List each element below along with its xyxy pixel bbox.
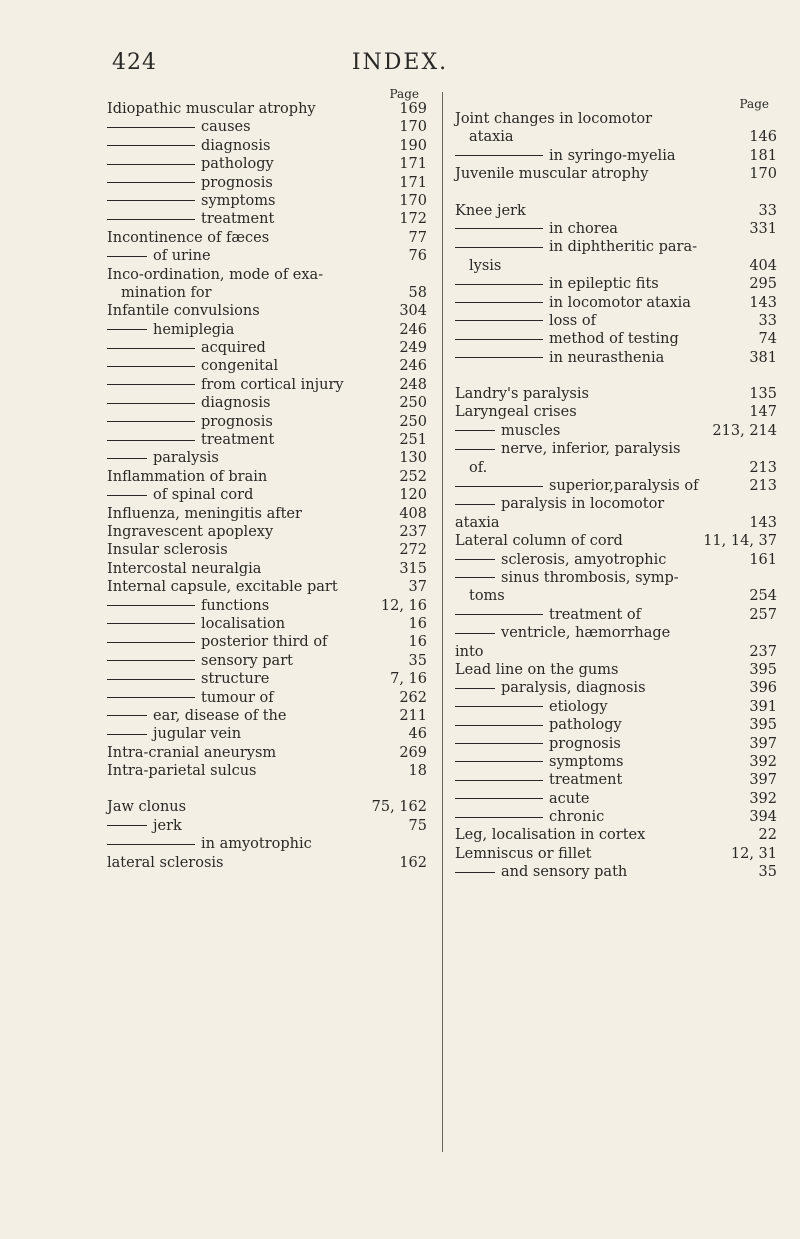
index-entry (455, 220, 777, 238)
index-entry (107, 468, 427, 486)
index-entry (455, 385, 777, 403)
index-entry (107, 652, 427, 670)
ditto-dash (455, 247, 543, 248)
index-entry (107, 431, 427, 449)
index-entry (455, 735, 777, 753)
entry-term: Inco-ordination, mode of exa- (107, 266, 324, 283)
entry-page: 395 (749, 661, 777, 678)
index-entry (107, 689, 427, 707)
index-entry (455, 679, 777, 697)
index-entry (455, 606, 777, 624)
ditto-dash (107, 256, 147, 257)
entry-term: Intra-cranial aneurysm (107, 744, 277, 761)
index-entry (455, 257, 777, 275)
entry-page: 33 (758, 312, 777, 329)
entry-term: Infantile convulsions (107, 303, 260, 320)
entry-term: treatment (201, 211, 275, 228)
index-column-right (455, 98, 777, 882)
entry-page: 246 (399, 321, 427, 338)
index-entry (107, 339, 427, 357)
ditto-dash (107, 605, 195, 606)
entry-term: jugular vein (153, 726, 242, 743)
ditto-dash (107, 440, 195, 441)
index-entry (455, 698, 777, 716)
index-entry (455, 349, 777, 367)
ditto-dash (455, 357, 543, 358)
entry-page: 213 (749, 459, 777, 476)
index-entry (107, 394, 427, 412)
ditto-dash (107, 697, 195, 698)
entry-term: Landry's paralysis (455, 386, 589, 403)
ditto-dash (107, 421, 195, 422)
entry-page: 295 (749, 276, 777, 293)
entry-page: 397 (749, 772, 777, 789)
entry-page: 130 (399, 450, 427, 467)
entry-term: from cortical injury (201, 376, 344, 393)
entry-page: 397 (749, 735, 777, 752)
entry-page: 146 (749, 129, 777, 146)
ditto-dash (107, 825, 147, 826)
entry-term: Jaw clonus (107, 799, 187, 816)
entry-page: 272 (399, 542, 427, 559)
index-entry (455, 312, 777, 330)
entry-term: Idiopathic muscular atrophy (107, 101, 316, 117)
entry-page: 75 (408, 817, 427, 834)
entry-page: 211 (399, 707, 427, 724)
entry-page: 392 (749, 790, 777, 807)
ditto-dash (455, 577, 495, 578)
index-entry (107, 155, 427, 173)
entry-term: tumour of (201, 689, 274, 706)
entry-term: treatment of (549, 606, 642, 623)
index-entry (455, 643, 777, 661)
entry-term: posterior third of (201, 634, 328, 651)
index-entry (455, 624, 777, 642)
entry-term: Lead line on the gums (455, 661, 619, 678)
entry-page: 246 (399, 358, 427, 375)
entry-term: Intercostal neuralgia (107, 560, 262, 577)
index-entry (107, 798, 427, 816)
entry-term: causes (201, 119, 251, 136)
ditto-dash (107, 145, 195, 146)
index-entry (455, 753, 777, 771)
ditto-dash (107, 844, 195, 845)
entry-term: pathology (549, 717, 622, 734)
entry-page: 262 (399, 689, 427, 706)
index-entry (455, 863, 777, 881)
ditto-dash (455, 504, 495, 505)
index-entry (107, 321, 427, 339)
entry-page: 143 (749, 514, 777, 531)
entry-term: Inflammation of brain (107, 468, 268, 485)
entry-term: ear, disease of the (153, 707, 287, 724)
entry-page: 120 (399, 487, 427, 504)
entry-term: chronic (549, 809, 605, 826)
index-entry (107, 174, 427, 192)
entry-term: Internal capsule, excitable part (107, 579, 338, 596)
entry-term: Insular sclerosis (107, 542, 228, 559)
entry-term: prognosis (201, 174, 273, 191)
index-entry (455, 845, 777, 863)
entry-page: 37 (408, 579, 427, 596)
ditto-dash (455, 817, 543, 818)
ditto-dash (107, 384, 195, 385)
index-entry (107, 229, 427, 247)
index-entry (107, 744, 427, 762)
index-entry (107, 376, 427, 394)
entry-term: prognosis (549, 735, 621, 752)
ditto-dash (455, 302, 543, 303)
page-number: 424 (112, 50, 157, 75)
entry-term: Lateral column of cord (455, 533, 623, 550)
entry-term: into (455, 643, 484, 660)
entry-page: 396 (749, 680, 777, 697)
index-gap (455, 184, 777, 202)
index-entry (455, 440, 777, 458)
entry-page: 170 (749, 166, 777, 183)
ditto-dash (107, 679, 195, 680)
index-gap (455, 367, 777, 385)
index-entries-left (107, 100, 427, 872)
ditto-dash (455, 430, 495, 431)
entry-page: 170 (399, 119, 427, 136)
entry-term: mination for (121, 284, 212, 301)
ditto-dash (107, 219, 195, 220)
entry-term: hemiplegia (153, 321, 235, 338)
index-entry (455, 808, 777, 826)
ditto-dash (107, 660, 195, 661)
ditto-dash (455, 449, 495, 450)
entry-term: ataxia (469, 129, 514, 146)
entry-page: 46 (408, 726, 427, 743)
index-entry (455, 238, 777, 256)
entry-term: muscles (501, 422, 561, 439)
index-gap (107, 780, 427, 798)
index-entry (455, 330, 777, 348)
entry-term: method of testing (549, 331, 679, 348)
entry-term: sclerosis, amyotrophic (501, 551, 667, 568)
entry-page: 392 (749, 753, 777, 770)
entry-page: 11, 14, 37 (703, 533, 777, 550)
entry-page: 190 (399, 137, 427, 154)
index-entry (107, 192, 427, 210)
ditto-dash (107, 642, 195, 643)
index-entry (455, 551, 777, 569)
entry-page: 237 (749, 643, 777, 660)
ditto-dash (107, 348, 195, 349)
ditto-dash (455, 228, 543, 229)
entry-term: diagnosis (201, 395, 271, 412)
entry-page: 391 (749, 698, 777, 715)
entry-page: 248 (399, 376, 427, 393)
entry-page: 257 (749, 606, 777, 623)
index-entry (107, 707, 427, 725)
entry-page: 254 (749, 588, 777, 605)
index-entry (107, 137, 427, 155)
ditto-dash (455, 155, 543, 156)
entry-term: diagnosis (201, 137, 271, 154)
entry-term: of spinal cord (153, 487, 254, 504)
entry-page: 162 (399, 854, 427, 871)
entry-page: 22 (758, 827, 777, 844)
entry-term: loss of (549, 312, 596, 329)
entry-page: 77 (408, 229, 427, 246)
ditto-dash (455, 780, 543, 781)
entry-term: paralysis in locomotor (501, 496, 665, 513)
entry-term: paralysis (153, 450, 219, 467)
entry-term: functions (201, 597, 270, 614)
entry-page: 250 (399, 395, 427, 412)
index-entry (455, 661, 777, 679)
index-entry (107, 118, 427, 136)
entry-page: 381 (749, 349, 777, 366)
index-entry (455, 202, 777, 220)
page-column-label: Page (739, 97, 769, 111)
index-entry (455, 495, 777, 513)
index-entry (107, 284, 427, 302)
entry-term: in chorea (549, 220, 618, 237)
entry-term: treatment (549, 772, 623, 789)
column-divider (442, 92, 443, 1152)
entry-term: in amyotrophic (201, 836, 312, 853)
entry-page: 251 (399, 432, 427, 449)
ditto-dash (107, 458, 147, 459)
index-entry (455, 569, 777, 587)
ditto-dash (455, 339, 543, 340)
ditto-dash (455, 688, 495, 689)
entry-page: 213 (749, 478, 777, 495)
ditto-dash (455, 633, 495, 634)
entry-term: Joint changes in locomotor (455, 111, 653, 127)
ditto-dash (455, 761, 543, 762)
index-entry (107, 357, 427, 375)
entry-term: of urine (153, 248, 211, 265)
entry-page: 35 (408, 652, 427, 669)
entry-page: 172 (399, 211, 427, 228)
entry-term: symptoms (549, 753, 624, 770)
index-entry (455, 716, 777, 734)
entry-term: Lemniscus or fillet (455, 845, 592, 862)
entry-term: and sensory path (501, 864, 628, 881)
entry-page: 12, 31 (730, 845, 777, 862)
entry-term: in epileptic fits (549, 276, 659, 293)
entry-page: 394 (749, 809, 777, 826)
index-entry (107, 762, 427, 780)
ditto-dash (107, 164, 195, 165)
ditto-dash (107, 403, 195, 404)
index-entry (455, 514, 777, 532)
index-entry (107, 854, 427, 872)
entry-term: Intra-parietal sulcus (107, 763, 257, 780)
index-column-left (107, 88, 427, 872)
index-entry (107, 247, 427, 265)
entry-page: 250 (399, 413, 427, 430)
entry-page: 170 (399, 192, 427, 209)
entry-term: Juvenile muscular atrophy (455, 166, 649, 183)
entry-term: ataxia (455, 514, 500, 531)
entry-page: 58 (408, 284, 427, 301)
ditto-dash (455, 798, 543, 799)
entry-term: jerk (153, 817, 182, 834)
index-entry (455, 459, 777, 477)
entry-term: in syringo-myelia (549, 147, 676, 164)
index-entry (107, 541, 427, 559)
index-entry (455, 147, 777, 165)
index-entry (455, 275, 777, 293)
entry-page: 35 (758, 864, 777, 881)
entry-term: in locomotor ataxia (549, 294, 691, 311)
entry-term: Laryngeal crises (455, 404, 577, 421)
index-entry (107, 670, 427, 688)
index-entry (455, 128, 777, 146)
entry-page: 181 (749, 147, 777, 164)
page-column-label: Page (389, 87, 419, 101)
entry-term: lateral sclerosis (107, 854, 224, 871)
running-title: INDEX. (351, 50, 449, 75)
index-entry (455, 294, 777, 312)
entry-page: 169 (399, 101, 427, 117)
index-entry (107, 505, 427, 523)
entry-page: 143 (749, 294, 777, 311)
entry-page: 12, 16 (380, 597, 427, 614)
entry-term: in neurasthenia (549, 349, 665, 366)
index-entry (107, 597, 427, 615)
index-entry (455, 790, 777, 808)
index-entry (107, 578, 427, 596)
entry-page: 404 (749, 257, 777, 274)
entry-term: treatment (201, 432, 275, 449)
index-entry (455, 477, 777, 495)
ditto-dash (455, 725, 543, 726)
ditto-dash (455, 706, 543, 707)
ditto-dash (107, 182, 195, 183)
entry-page: 74 (758, 331, 777, 348)
entry-term: symptoms (201, 192, 276, 209)
entry-page: 331 (749, 220, 777, 237)
entry-page: 408 (399, 505, 427, 522)
ditto-dash (107, 495, 147, 496)
index-entry (455, 587, 777, 605)
entry-term: superior,paralysis of (549, 478, 699, 495)
entry-term: prognosis (201, 413, 273, 430)
ditto-dash (107, 200, 195, 201)
entry-term: Ingravescent apoplexy (107, 523, 274, 540)
index-entry (107, 100, 427, 118)
entry-page: 213, 214 (712, 422, 777, 439)
index-entry (107, 413, 427, 431)
index-entry (455, 165, 777, 183)
index-entry (107, 266, 427, 284)
entry-term: ventricle, hæmorrhage (501, 625, 671, 642)
ditto-dash (107, 366, 195, 367)
ditto-dash (455, 614, 543, 615)
ditto-dash (455, 743, 543, 744)
entry-term: sinus thrombosis, symp- (501, 569, 679, 586)
entry-page: 16 (408, 615, 427, 632)
index-entries-right (455, 110, 777, 882)
index-entry (455, 422, 777, 440)
index-entry (107, 210, 427, 228)
entry-page: 315 (399, 560, 427, 577)
ditto-dash (107, 734, 147, 735)
entry-term: etiology (549, 698, 608, 715)
entry-page: 75, 162 (371, 799, 427, 816)
entry-page: 135 (749, 386, 777, 403)
entry-term: in diphtheritic para- (549, 239, 698, 256)
ditto-dash (455, 284, 543, 285)
ditto-dash (107, 329, 147, 330)
entry-term: paralysis, diagnosis (501, 680, 646, 697)
entry-term: nerve, inferior, paralysis (501, 441, 681, 458)
index-entry (107, 615, 427, 633)
ditto-dash (455, 320, 543, 321)
entry-term: toms (469, 588, 505, 605)
entry-page: 249 (399, 340, 427, 357)
entry-page: 237 (399, 523, 427, 540)
entry-page: 395 (749, 717, 777, 734)
entry-page: 269 (399, 744, 427, 761)
index-entry (455, 826, 777, 844)
index-entry (107, 835, 427, 853)
entry-page: 18 (408, 763, 427, 780)
entry-term: of. (469, 459, 488, 476)
index-entry (107, 817, 427, 835)
entry-page: 76 (408, 248, 427, 265)
ditto-dash (107, 715, 147, 716)
ditto-dash (107, 127, 195, 128)
index-entry (455, 403, 777, 421)
entry-page: 7, 16 (390, 671, 427, 688)
index-entry (455, 532, 777, 550)
entry-page: 161 (749, 551, 777, 568)
entry-term: structure (201, 671, 270, 688)
entry-term: lysis (469, 257, 502, 274)
page-header (0, 50, 800, 80)
entry-term: acute (549, 790, 590, 807)
index-entry (107, 725, 427, 743)
entry-page: 304 (399, 303, 427, 320)
ditto-dash (455, 559, 495, 560)
index-entry (455, 110, 777, 128)
index-entry (107, 560, 427, 578)
entry-page: 171 (399, 156, 427, 173)
entry-term: acquired (201, 340, 266, 357)
entry-term: congenital (201, 358, 279, 375)
entry-term: Leg, localisation in cortex (455, 827, 646, 844)
entry-term: Influenza, meningitis after (107, 505, 302, 522)
index-entry (107, 523, 427, 541)
index-entry (107, 486, 427, 504)
entry-term: pathology (201, 156, 274, 173)
index-entry (107, 449, 427, 467)
entry-term: Incontinence of fæces (107, 229, 270, 246)
entry-page: 147 (749, 404, 777, 421)
index-entry (107, 633, 427, 651)
entry-page: 16 (408, 634, 427, 651)
entry-term: localisation (201, 615, 286, 632)
entry-term: Knee jerk (455, 202, 526, 219)
ditto-dash (455, 486, 543, 487)
entry-page: 33 (758, 202, 777, 219)
ditto-dash (107, 623, 195, 624)
ditto-dash (455, 872, 495, 873)
index-entry (455, 771, 777, 789)
entry-page: 171 (399, 174, 427, 191)
entry-term: sensory part (201, 652, 293, 669)
entry-page: 252 (399, 468, 427, 485)
index-entry (107, 302, 427, 320)
